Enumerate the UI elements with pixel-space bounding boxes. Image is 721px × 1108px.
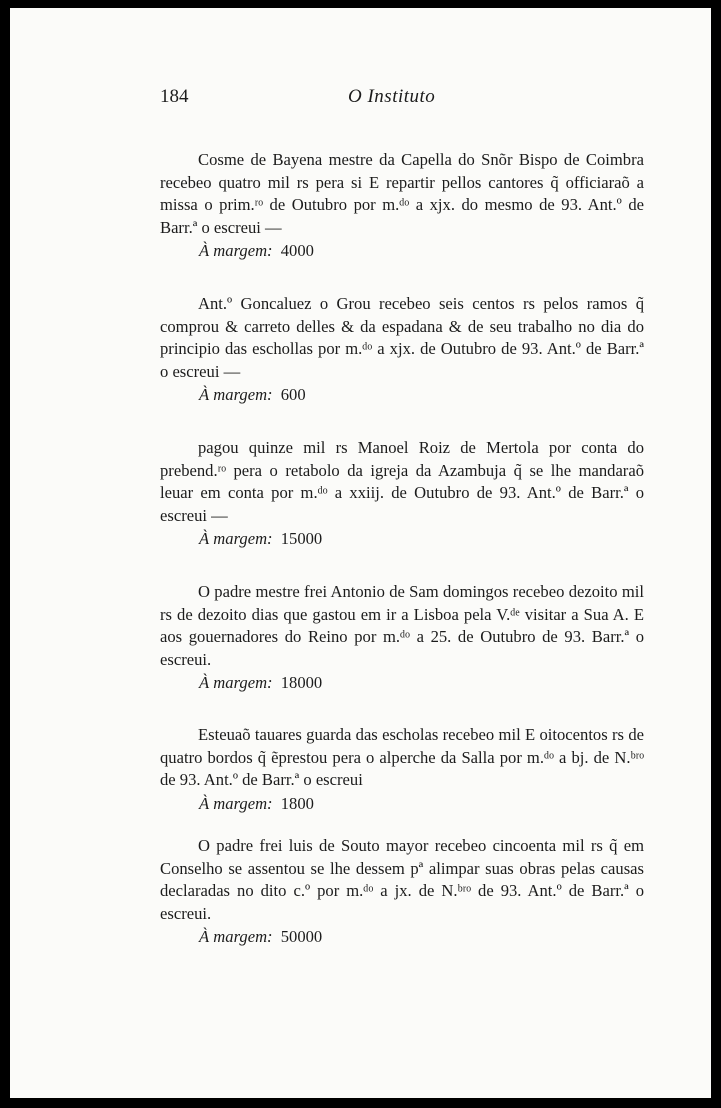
margin-value: 1800: [280, 793, 314, 813]
margin-note: [199, 240, 644, 263]
margin-note: [199, 384, 644, 407]
margin-label: À margem:: [199, 793, 273, 813]
margin-note: [199, 793, 644, 816]
margin-value: 50000: [280, 927, 323, 947]
record-entry: [160, 437, 644, 551]
record-entry: [160, 724, 644, 815]
running-title: O Instituto: [348, 86, 436, 107]
entry-text: O padre frei luis de Souto mayor recebeo cincoenta mil rs q̃ em Conselho se assentou se lhe dessem pª alimpar suas obras pelas causas declaradas no dito c.º por m.ᵈᵒ a jx. de N.ᵇʳᵒ de 93. Ant.º de Barr.ª o escreui.: [160, 836, 644, 923]
margin-label: À margem:: [199, 385, 273, 405]
margin-label: À margem:: [199, 927, 273, 947]
margin-label: À margem:: [199, 529, 273, 549]
margin-label: À margem:: [199, 241, 273, 261]
margin-value: 4000: [280, 241, 314, 261]
entry-text: pagou quinze mil rs Manoel Roiz de Mertola por conta do prebend.ʳᵒ pera o retabolo da igreja da Azambuja q̃ se lhe mandaraõ leuar em conta por m.ᵈᵒ a xxiij. de Outubro de 93. Ant.º de Barr.ª o escreui —: [160, 438, 644, 525]
margin-value: 15000: [280, 529, 323, 549]
entry-text: Ant.º Goncaluez o Grou recebeo seis centos rs pelos ramos q̃ comprou & carreto delles & da espadana & de seu trabalho no dia do principio das eschollas por m.ᵈᵒ a xjx. de Outubro de 93. Ant.º de Barr.ª o escreui —: [160, 294, 644, 381]
entry-text: O padre mestre frei Antonio de Sam domingos recebeo dezoito mil rs de dezoito dias que gastou em ir a Lisboa pela V.ᵈᵉ visitar a Sua A. E aos gouernadores do Reino por m.ᵈᵒ a 25. de Outubro de 93. Barr.ª o escreui.: [160, 582, 644, 669]
page-number: 184: [160, 86, 189, 107]
entry-text: Esteuaõ tauares guarda das escholas recebeo mil E oitocentos rs de quatro bordos q̃ ẽprestou pera o alperche da Salla por m.ᵈᵒ a bj. de N.ᵇʳᵒ de 93. Ant.º de Barr.ª o escreui: [160, 725, 644, 790]
record-entry: [160, 835, 644, 949]
margin-note: [199, 672, 644, 695]
record-entry: [160, 149, 644, 263]
record-entry: [160, 293, 644, 407]
book-page: [10, 8, 711, 1098]
margin-value: 600: [280, 385, 306, 405]
page-header: [160, 86, 650, 110]
margin-label: À margem:: [199, 673, 273, 693]
margin-value: 18000: [280, 673, 323, 693]
record-entry: [160, 581, 644, 695]
entry-text: Cosme de Bayena mestre da Capella do Snõr Bispo de Coimbra recebeo quatro mil rs pera si E repartir pellos cantores q̃ officiaraõ a missa o prim.ʳᵒ de Outubro por m.ᵈᵒ a xjx. do mesmo de 93. Ant.º de Barr.ª o escreui —: [160, 150, 644, 237]
margin-note: [199, 528, 644, 551]
margin-note: [199, 926, 644, 949]
